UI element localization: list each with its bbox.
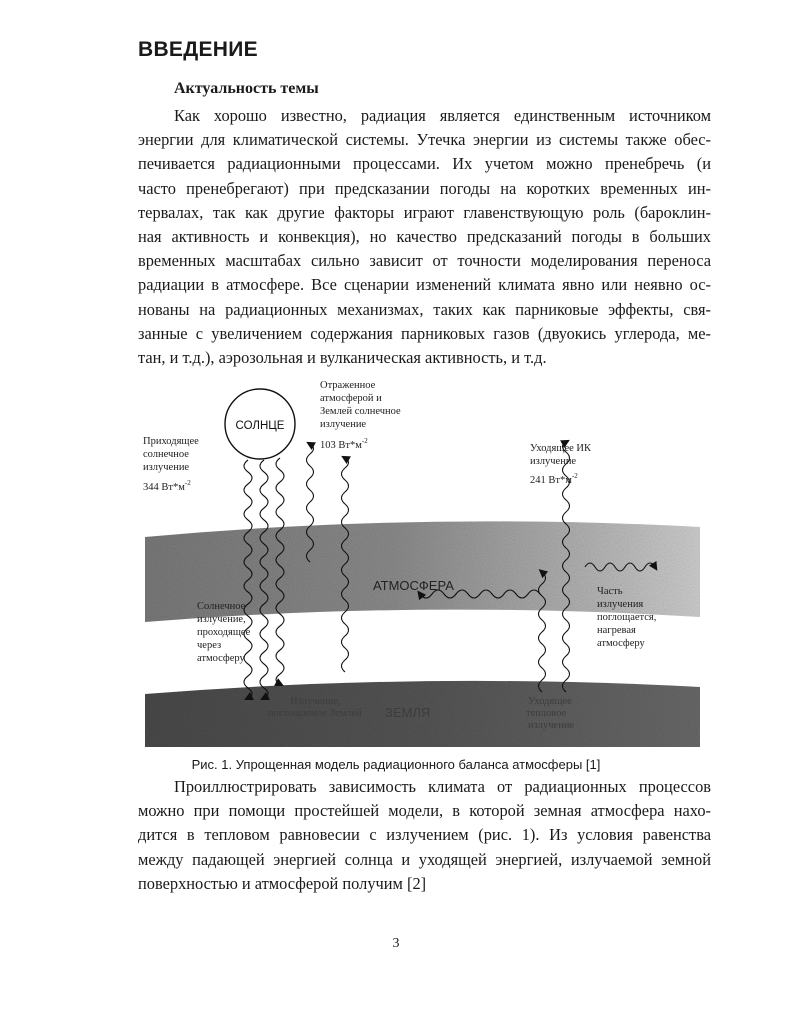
text-line: занные с увеличением содержания парниковых газов (двуокись углерода, ме- <box>138 323 711 343</box>
earth-absorbed-text: Излучение, поглощаемое Землей <box>268 696 362 719</box>
absorbed-label: Часть излучения поглощается, нагревая атмосферу <box>597 586 657 649</box>
figure-caption: Рис. 1. Упрощенная модель радиационного баланса атмосферы [1] <box>191 757 601 772</box>
radiation-balance-diagram <box>140 372 700 747</box>
text-line: можно при помощи простейшей модели, в которой земная атмосфера нахо- <box>138 801 711 821</box>
text-line: энергии для климатической системы. Утечка энергии из системы также обес- <box>138 130 711 150</box>
model-paragraph <box>138 775 711 896</box>
text-line: тервалах, так как другие факторы играют главенствующую роль (бароклин- <box>138 202 711 222</box>
radiation-balance-figure <box>140 372 700 747</box>
text-line: ная активность и конвекция), но качество предсказаний погоды в больших <box>138 227 711 247</box>
text-line: часто пренебрегают) при предсказании погоды на коротких временных ин- <box>138 178 711 198</box>
incoming-label: Приходящее солнечное излучение 344 $Вт*м^{-2}$ <box>143 436 199 493</box>
text-line: дится в тепловом равновесии с излучением (рис. 1). Из условия равенства <box>138 825 711 845</box>
text-line: между падающей энергией солнца и уходящей энергией, излучаемой земной <box>138 849 711 869</box>
text-line: радиации в атмосфере. Все сценарии изменений климата явно или неявно ос- <box>138 275 711 295</box>
subsection-heading: Актуальность темы <box>174 80 319 97</box>
earth-label: ЗЕМЛЯ <box>385 705 431 720</box>
text-line: поверхностью и атмосферой получим [2] <box>138 873 427 893</box>
text-line: тан, и т.д.), аэрозольная и вулканическая активность, и т.д. <box>138 348 547 368</box>
intro-paragraph <box>138 104 711 370</box>
reflected-label: Отраженное атмосферой и Землей солнечное излучение 103 $Вт*м^{-2}$ <box>320 380 401 451</box>
text-line: нованы на радиационных механизмах, таких как парниковые эффекты, свя- <box>138 299 711 319</box>
section-heading: ВВЕДЕНИЕ <box>138 38 258 61</box>
earth-outgoing-text: Уходящее тепловое излучение <box>526 696 575 731</box>
text-line: печивается радиационными процессами. Их учетом можно пренебречь (и <box>138 154 711 174</box>
atmosphere-label: АТМОСФЕРА <box>373 578 454 593</box>
text-line: Как хорошо известно, радиация является единственным источником <box>174 106 711 125</box>
text-line: временных масштабах сильно зависит от точности моделирования переноса <box>138 251 711 271</box>
text-line: Проиллюстрировать зависимость климата от радиационных процессов <box>174 777 711 796</box>
page-number: 3 <box>392 936 400 951</box>
sun-label: СОЛНЦЕ <box>235 420 285 432</box>
outgoing-ir-label: Уходящее ИК излучение 241 $Вт*м^{-2}$ <box>530 443 591 486</box>
through-atmosphere-label: Солнечное излучение, проходящее через атмосферу <box>197 601 251 664</box>
